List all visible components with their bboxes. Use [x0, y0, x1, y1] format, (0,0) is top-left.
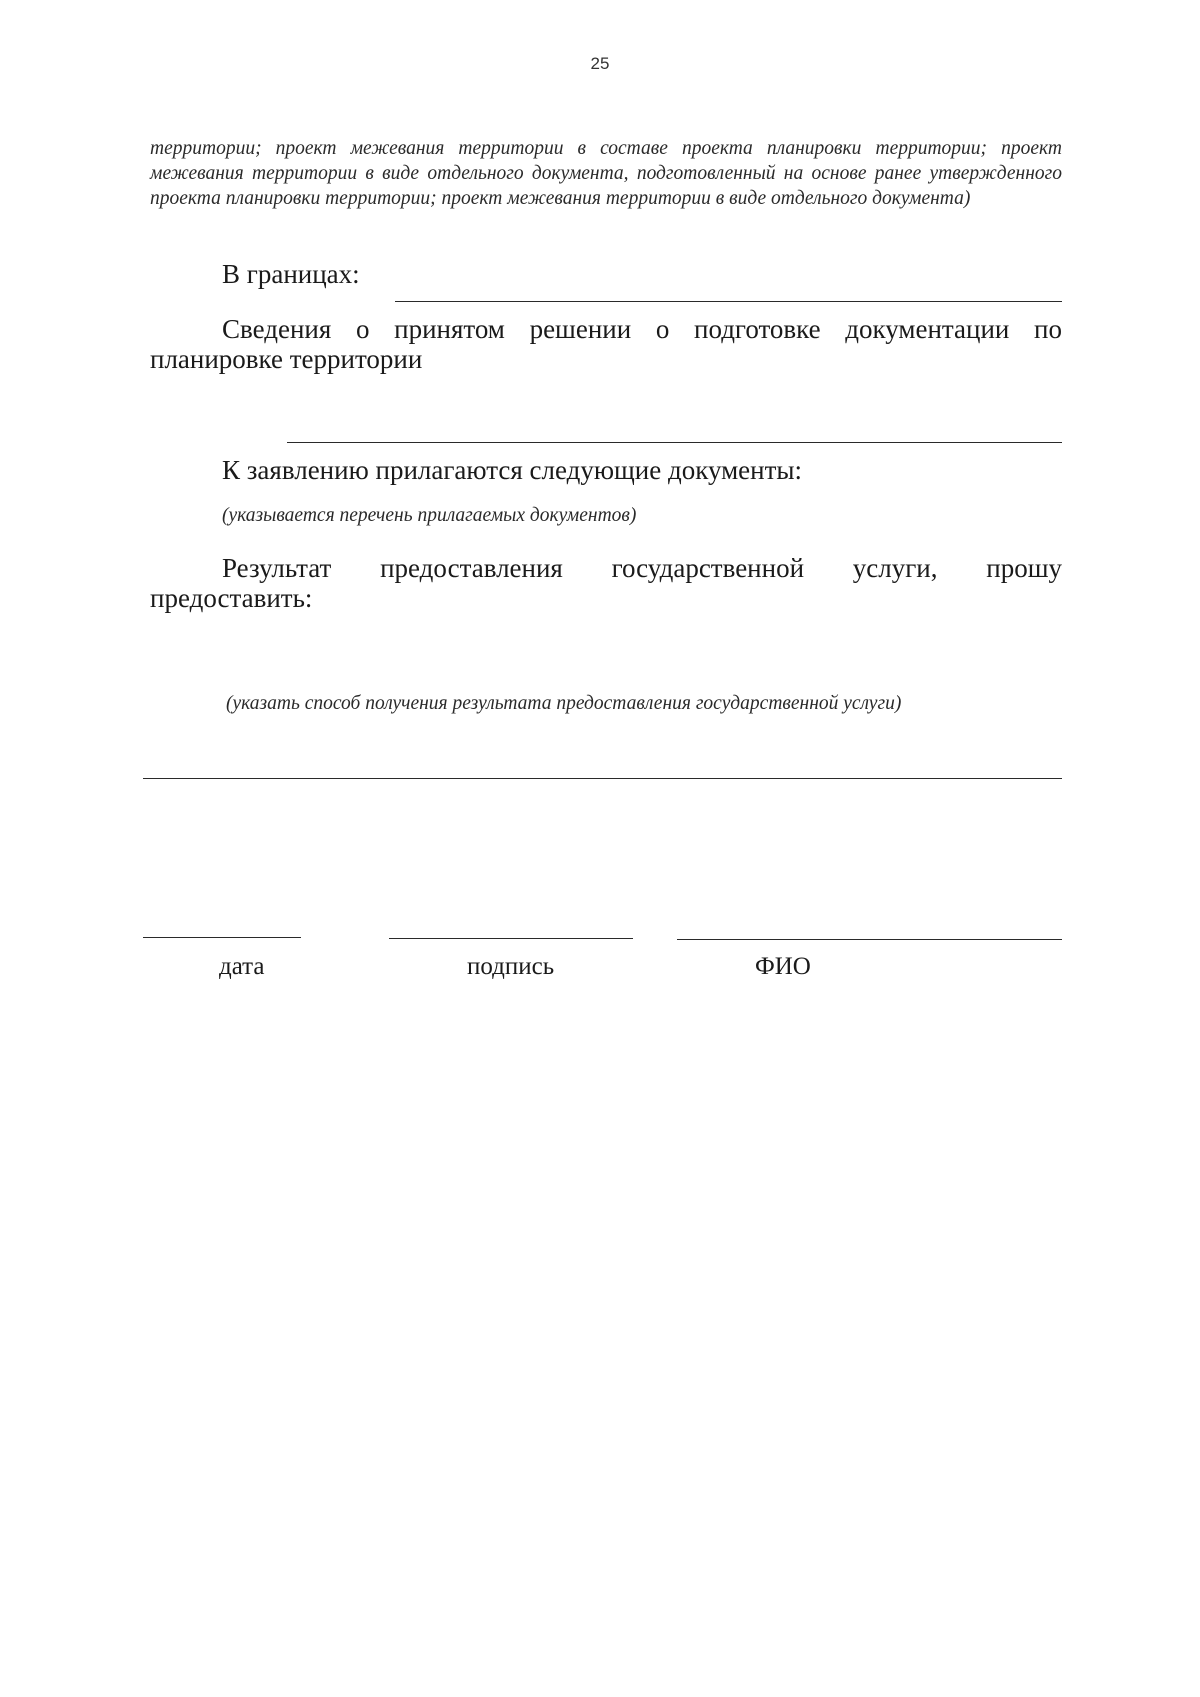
result-request-text: Результат предоставления государственной услуги, прошу предоставить: — [150, 553, 1062, 613]
name-line — [677, 939, 1062, 940]
page-number: 25 — [590, 54, 610, 73]
signature-label: подпись — [467, 953, 555, 980]
territory-types-note: территории; проект межевания территории в составе проекта планировки территории; проект межевания территории в виде отдельного документа, подготовленный на основе ранее утвержденного проекта планировки территории; проект межевания территории в виде отдельного документа) — [150, 138, 1062, 209]
result-method-hint: (указать способ получения результата предоставления государственной услуги) — [226, 693, 902, 714]
result-method-fill-line — [143, 778, 1062, 779]
name-label: ФИО — [755, 953, 811, 980]
signature-line — [389, 938, 633, 939]
attachments-hint: (указывается перечень прилагаемых документов) — [222, 505, 637, 526]
decision-info-fill-line — [287, 442, 1062, 443]
attachments-label: К заявлению прилагаются следующие документы: — [222, 455, 803, 485]
date-label: дата — [219, 953, 265, 980]
date-line — [143, 937, 301, 938]
boundaries-fill-line — [395, 301, 1062, 302]
boundaries-label: В границах: — [222, 259, 360, 289]
decision-info-text: Сведения о принятом решении о подготовке документации по планировке территории — [150, 314, 1062, 374]
